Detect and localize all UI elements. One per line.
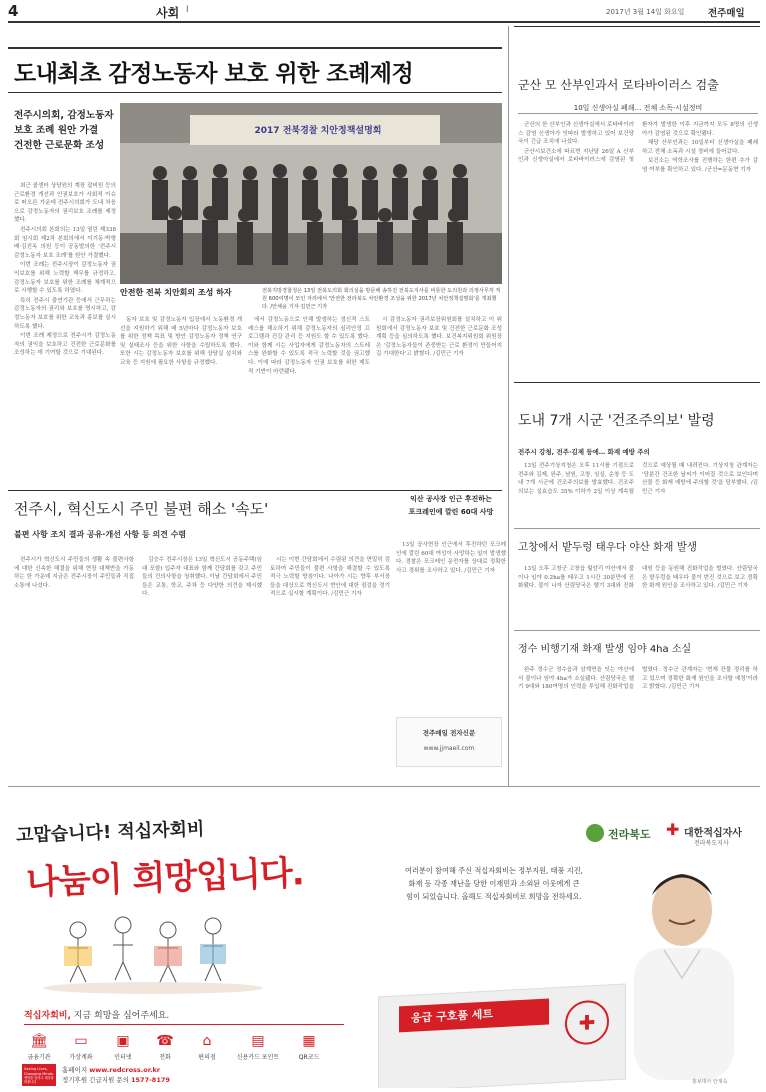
method-label: 가상계좌 (69, 1054, 93, 1061)
method-convenience-store[interactable] (190, 1033, 224, 1061)
paragraph: 이번 조례 제정으로 전주시가 감정노동자의 권익을 보호하고 건전한 근로문화를 조성하는 데 기여할 것으로 기대된다. (14, 333, 116, 357)
fire-box-headline-2: 포크레인에 깔린 60대 사망 (408, 508, 494, 516)
article1-body-col3: 에서 감정노동으로 인해 발생하는 정신적 스트레스를 해소하기 위해 감정노동자의 심리안정 프로그램과 건강 관리 등 지원도 할 수 있도록 했다. 이와 함께 시는 사업자에게 감정노동자의 스트레스를 완화할 수 있도록 적극 노력할 것을 권고했다. 이에 따라 감정노동자 인권 보호를 위한 제도적 기반이 마련됐다. (248, 317, 370, 375)
redcross-icon: ✚ (666, 820, 680, 839)
relief-box-label: 응급 구호품 세트 (411, 1007, 494, 1025)
paragraph: 전주시가 혁신도시 주민들의 생활 속 불편사항에 대한 신속한 해결을 위해 현장 대책반을 가동하는 한 가운데 지금은 전주시장이 주민들과 직접 소통에 나섰다. (14, 557, 134, 589)
footer-prefix: 적십자회비, (24, 1011, 71, 1021)
model-caption: 홍보대사 안재욱 (692, 1079, 728, 1085)
donation-methods (22, 1033, 326, 1061)
ad-section (8, 790, 760, 1088)
province-logo-icon (586, 824, 604, 842)
ad-top-rule (8, 786, 760, 787)
method-label: 금융기관 (27, 1054, 51, 1061)
paragraph: 이번 조례는 전주시장이 감정노동자 권익보호를 위해 노력할 책무를 규정하고, 감정노동자 보호를 위한 조례를 체계적으로 시행할 수 있도록 하였다. (14, 262, 116, 295)
org-subname: 전라북도지사 (694, 840, 729, 847)
side3-body: 13일 오후 고창군 고창읍 월암리 야산에서 불이나 임야 0.2ha를 태우고 1시간 30분만에 진화됐다. 불이 나자 산림당국은 헬기 3대와 진화대원 등을 동원해 진화작업을 벌였다. 산림당국은 밭두렁을 태우다 불이 번진 것으로 보고 정확한 화재 원인을 조사하고 있다. /김민근 기자 (518, 566, 758, 590)
caption-credit: /안채윤 기자·김민근 기자 (270, 304, 328, 310)
fire-box-headline-1: 익산 공사장 인근 후진하는 (410, 495, 492, 503)
ad-footer-rule (24, 1024, 344, 1025)
side2-rule (514, 382, 760, 383)
article2-rule (8, 490, 502, 491)
side3-rule (514, 528, 760, 529)
paragraph: 군산시보건소에 따르면 지난달 26일 A 산부인과 신생아실에서 로타바이러스에 감염된 첫 환자가 발생한 이후 지금까지 모두 8명의 신생아가 감염된 것으로 확인됐다. (518, 122, 758, 164)
method-label: 편의점 (198, 1054, 216, 1061)
article2-body (14, 556, 390, 774)
phone-number[interactable]: 1577-8179 (131, 1076, 170, 1084)
card-icon: ▭ (74, 1033, 88, 1049)
paragraph: 김승수 전주시장은 13일 혁신도시 공동주택(임대 포함) 입주자 대표와 함께 간담회를 갖고 주민들의 건의사항을 청취했다. 이날 간담회에서 주민들은 교통, 학교, 주차 등 다양한 의견을 제시했다. (142, 557, 262, 598)
method-label: 신용카드 포인트 (236, 1054, 280, 1061)
ad-footer-prompt (24, 1008, 344, 1021)
province-name: 전라북도 (608, 828, 651, 841)
method-label: 전화 (159, 1054, 171, 1061)
qr-icon: ▦ (302, 1033, 316, 1049)
paper-box (396, 717, 502, 767)
paper-box-title: 전주매일 전자신문 (422, 729, 476, 737)
side1-headline: 군산 모 산부인과서 로타바이러스 검출 (518, 78, 719, 92)
paper-box-url[interactable]: www.jjmaeil.com (423, 745, 475, 752)
article1-headline: 도내최초 감정노동자 보호 위한 조례제정 (14, 61, 414, 87)
method-label: 인터넷 (114, 1054, 132, 1061)
method-phone[interactable] (148, 1033, 182, 1061)
column-divider (508, 26, 509, 786)
method-virtual-account[interactable] (64, 1033, 98, 1061)
section-mark: I (186, 5, 189, 15)
method-label: QR코드 (298, 1054, 320, 1061)
paper-name: 전주매일 (708, 8, 745, 19)
homepage-line (62, 1065, 160, 1074)
article1-photo (120, 103, 502, 284)
photo-caption-text (262, 287, 502, 311)
org-name: 대한적십자사 (684, 828, 742, 839)
ad-slogan-big: 나눔이 희망입니다. (25, 853, 305, 903)
side1-subhead: 10일 신생아실 폐쇄… 전체 소독·시설정비 (573, 104, 703, 112)
relief-box (378, 984, 626, 1088)
masthead-rule (8, 21, 760, 23)
side3-headline: 고창에서 밭두렁 태우다 야산 화재 발생 (518, 541, 697, 553)
method-bank[interactable] (22, 1033, 56, 1061)
photo-caption-title: 안전한 전북 치안회의 조성 하자 (120, 288, 232, 297)
relief-box-seal-icon: ✚ (565, 999, 609, 1045)
section-name: 사회 (156, 6, 180, 20)
store-icon: ⌂ (202, 1033, 212, 1049)
side1-sub-rule (518, 113, 758, 114)
article1-body-col1 (14, 182, 116, 484)
article2-subhead: 불편 사항 조치 결과 공유·개선 사항 등 의견 수렴 (14, 530, 187, 539)
article1-subhead-line: 전주시의회, 감정노동자 (14, 110, 114, 121)
card-points-icon: ▤ (251, 1033, 265, 1049)
redcross-badge (22, 1064, 56, 1086)
paragraph: 시는 이번 간담회에서 수렴된 의견을 면밀히 검토하여 주민들이 불편 사항을 해결할 수 있도록 적극 노력할 방침이다. 나아가 시는 향후 부서장들을 대상으로 혁신도시 현안에 대한 점검을 정기적으로 실시할 계획이다. /김민근 기자 (270, 557, 390, 598)
monitor-icon: ▣ (116, 1033, 130, 1049)
side4-headline: 정수 비행기재 화재 발생 임야 4ha 소실 (518, 644, 692, 655)
phone-label: 정기후원 긴급지원 문의 (62, 1076, 129, 1084)
article1-subhead-line: 보호 조례 원안 가결 (14, 125, 99, 136)
article1-subhead (14, 108, 116, 153)
masthead (8, 4, 760, 20)
phone-icon: ☎ (156, 1033, 174, 1049)
method-qr[interactable] (292, 1033, 326, 1061)
homepage-label: 홈페이지 (62, 1066, 88, 1074)
side4-body: 완주 정수군 정수읍과 삼계면을 잇는 야산에서 불이나 임야 4ha가 소실됐다. 산림당국은 헬기 9대와 180여명의 인력을 투입해 진화작업을 벌였다. 정수군 관계자는 '현재 잔불 정리를 하고 있으며 정확한 화재 원인을 조사할 예정'이라고 밝혔다. /김민근 기자 (518, 667, 758, 691)
article1-subhead-line: 건전한 근로문화 조성 (14, 140, 105, 151)
issue-date: 2017년 3월 14일 화요일 (606, 8, 685, 16)
badge-tagline: Saving Lives, Changing Minds. (24, 1067, 54, 1076)
paragraph: 전주시의회 본회의는 13일 열린 제338회 임시회 제2차 본회의에서 이기동·박형배·김진옥 의원 등이 공동발의한 '전주시 감정노동자 보호 조례'를 원안 가결했다. (14, 226, 116, 259)
bank-icon: 🏛 (30, 1033, 48, 1049)
ad-slogan-small: 고맙습니다! 적십자회비 (15, 818, 205, 847)
side2-subhead: 전주시 강청, 전주·김제 등에… 화재 예방 주의 (518, 448, 650, 456)
side2-body: 13일 전주기상지청은 오후 11시를 기점으로 전주와 김제, 완주, 남원, 고창, 임실, 순창 등 도내 7개 시군에 건조주의보를 발효했다. 건조주의보는 실효습도 35% 이하가 2일 이상 계속될 것으로 예상될 때 내려진다. 기상지청 관계자는 '당분간 건조한 날씨가 이어질 것으로 보인다며 산불 등 화재 예방에 주의할 것'을 당부했다. /김민근 기자 (518, 463, 758, 495)
method-internet[interactable] (106, 1033, 140, 1061)
page-number: 4 (8, 2, 19, 20)
caption-body: 전북지방경찰청은 13일 전북도의회 회의실을 방문해 송하진 전북도지사를 비롯한 도의원과 의정사무처 직원 600여명이 모인 자리에서 '안전한 전라북도 치안환경 조성을 위한 2017년 치안정책설명회'를 개최했다. (262, 288, 501, 310)
paragraph: 해당 산부인과는 10일부터 신생아실을 폐쇄하고 전체 소독과 시설 정비에 들어갔다. (642, 140, 758, 155)
side1-body (518, 121, 758, 369)
side4-rule (514, 630, 760, 631)
photo-banner-text: 2017 전북경찰 치안정책설명회 (254, 126, 382, 136)
homepage-url[interactable]: www.redcross.or.kr (89, 1066, 161, 1074)
footer-tail: 지금 희망을 심어주세요. (70, 1011, 170, 1021)
children-illustration (38, 900, 268, 995)
article1-body-col4: 시 감정노동자 권리보장위원회를 설치하고 이 위원회에서 감정노동자 보호 및 건전한 근로문화 조성 계획 등을 심의하도록 했다. 보건복지위원회 위원장은 '감정노동자들이 존중받는 근로 환경이 만들어지길 기대한다'고 밝혔다. /김민근 기자 (376, 317, 502, 358)
method-card-points[interactable] (232, 1033, 284, 1061)
side2-headline: 도내 7개 시군 '건조주의보' 발령 (518, 413, 715, 429)
article1-body-col2: 동자 보호 및 감정노동자 입장에서 노동환경 개선을 지원하기 위해 매 5년마다 감정노동자 보호를 위한 정책 목표 및 방안 감정노동자 정책 연구 및 실태조사 등을 위한 사항을 수립하도록 했다. 또한 시는 감정노동자 보호를 위해 상담실 설치와 교육 등 지원에 필요한 사항을 규정했다. (120, 317, 242, 366)
paragraph: 특히 전주시 출연기관 등에서 근무하는 감정노동자의 권리와 보호를 명시하고, 감정노동자 보호를 위한 교육과 홍보를 실시하도록 했다. (14, 297, 116, 330)
article2-headline: 전주시, 혁신도시 주민 불편 해소 '속도' (14, 500, 269, 518)
paragraph: 보건소는 역학조사를 진행하는 한편 추가 감염 여부를 확인하고 있다. /군산=문동현 기자 (642, 158, 758, 173)
fire-box-body: 13일 공사현장 인근에서 후진하던 포크레인에 깔린 60대 여성이 사망하는 일이 발생했다. 경찰은 포크레인 운전자를 상대로 정확한 사고 경위를 조사하고 있다. /김민근 기자 (396, 542, 506, 574)
paragraph: 최근 콜센터 상담원의 계장 잡비원 등의 근로환경 개선과 인권보호가 사회적 이슈로 떠오른 가운데 전주시의회가 도내 처음으로 감정노동자의 권리보호 조례를 제정했다. (14, 183, 116, 224)
phone-line (62, 1075, 170, 1084)
paragraph: 군산의 한 산부인과 신생아실에서 로타바이러스 감염 신생아가 잇따라 발생하고 있어 보건당국이 긴급 조치에 나섰다. (518, 122, 634, 146)
ad-message: 여러분이 참여해 주신 적십자회비는 정부지원, 태풍 지진, 화재 등 각종 재난을 당한 이재민과 소외된 이웃에게 큰 힘이 되었습니다. 올해도 적십자회비로 희망을 전하세요. (405, 866, 583, 901)
badge-tagline-ko: 생명을 살리고 세상을 바꿉니다 (24, 1076, 54, 1084)
